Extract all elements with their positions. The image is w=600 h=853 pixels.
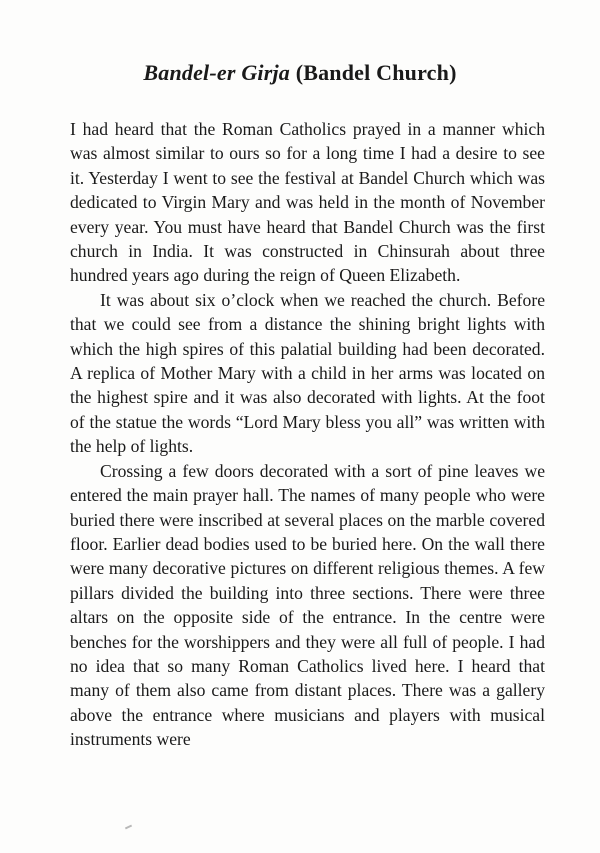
paragraph-2: It was about six o’clock when we reached the church. Before that we could see from a distance the shining bright lights with which the high spires of this palatial building had been decorated. A replica of Mother Mary with a child in her arms was located on the highest spire and it was also decorated with lights. At the foot of the statue the words “Lord Mary bless you all” was written with the help of lights. (70, 289, 545, 457)
scan-speck (125, 825, 132, 830)
paragraph-3: Crossing a few doors decorated with a sort of pine leaves we entered the main prayer hall. The names of many people who were buried there were inscribed at several places on the marble covered floor. Earlier dead bodies used to be buried here. On the wall there were many decorative pictures on different religious themes. A few pillars divided the building into three sections. There were three altars on the opposite side of the entrance. In the centre were benches for the worshippers and they were all full of people. I had no idea that so many Roman Catholics lived here. I heard that many of them also came from distant places. There was a gallery above the entrance where musicians and players with musical instruments were (70, 460, 545, 750)
paragraph-1: I had heard that the Roman Catholics prayed in a manner which was almost similar to ours so for a long time I had a desire to see it. Yesterday I went to see the festival at Bandel Church which was dedicated to Virgin Mary and was held in the month of November every year. You must have heard that Bandel Church was the first church in India. It was constructed in Chinsurah about three hundred years ago during the reign of Queen Elizabeth. (70, 119, 545, 286)
body-text (70, 117, 545, 752)
title-italic-part: Bandel-er Girja (143, 60, 290, 85)
title-rest-part: (Bandel Church) (290, 60, 457, 85)
page-title (0, 60, 600, 86)
